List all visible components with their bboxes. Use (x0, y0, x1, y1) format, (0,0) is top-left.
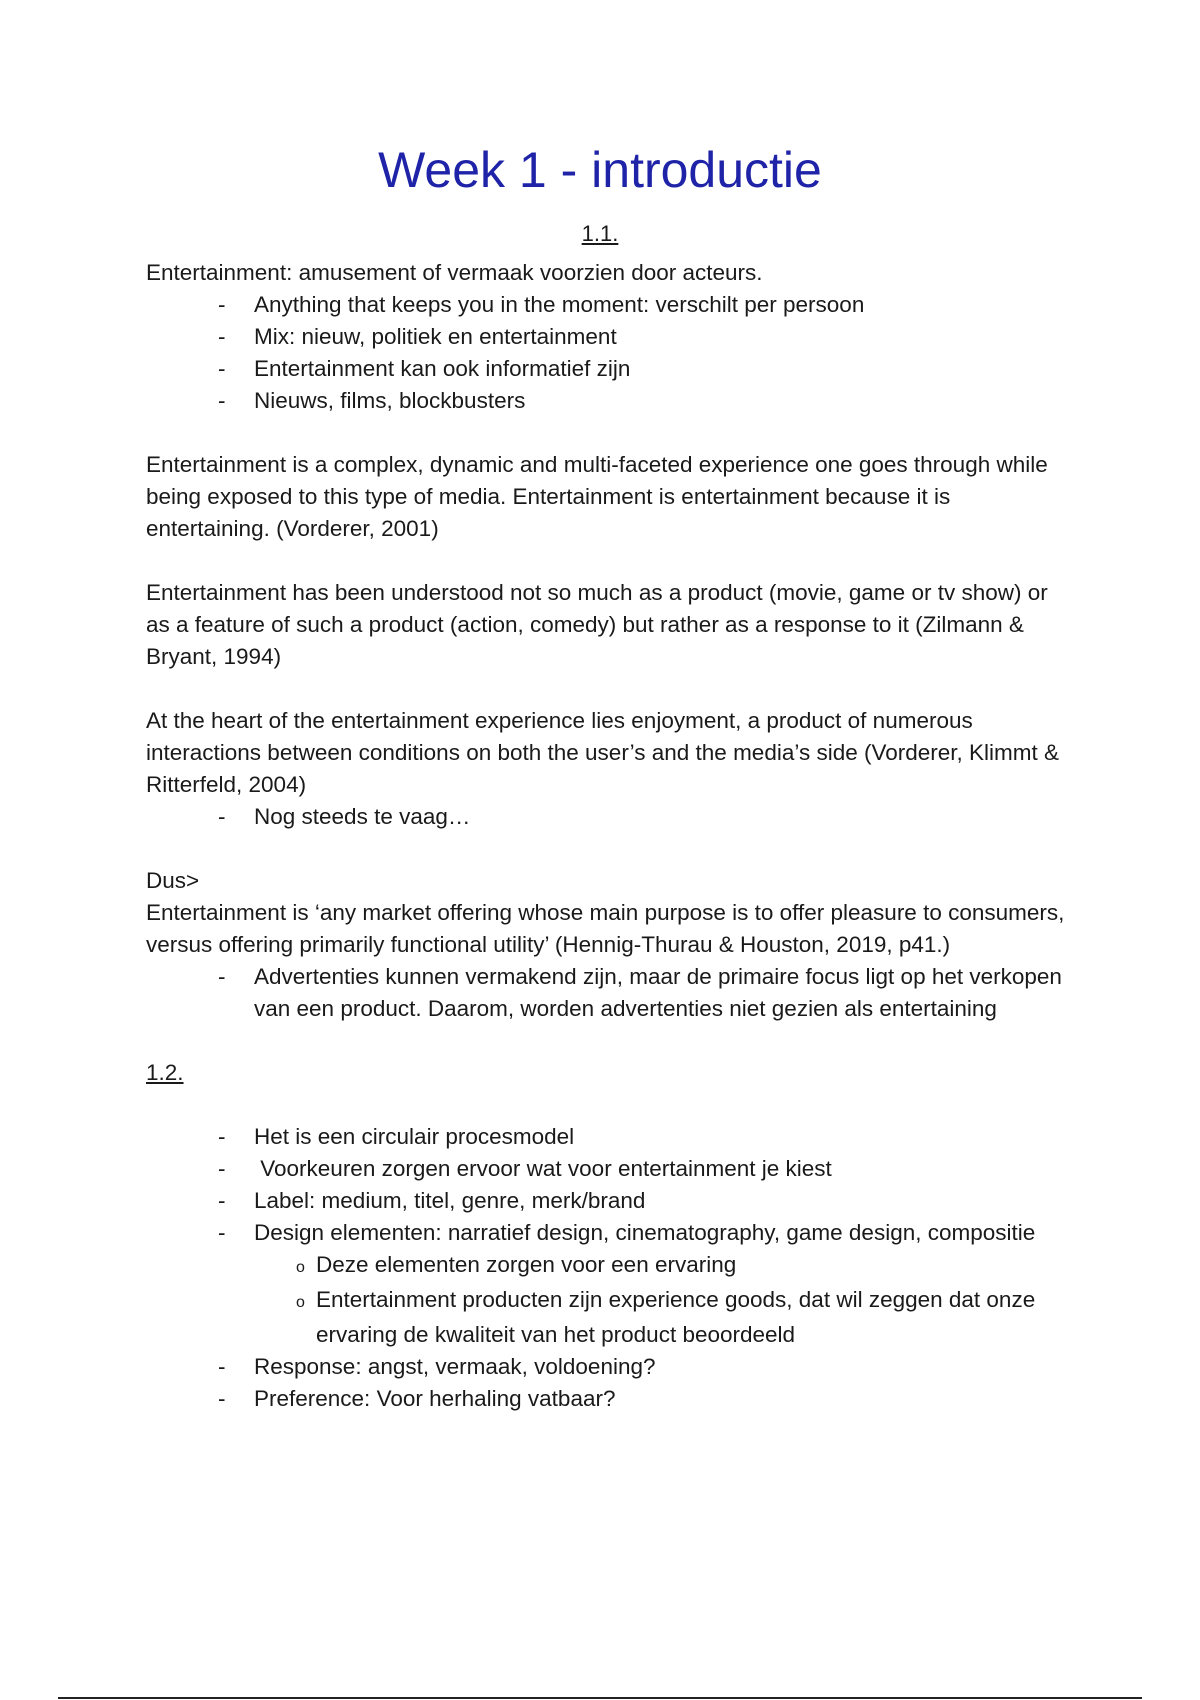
paragraph-zilmann-bryant: Entertainment has been understood not so much as a product (movie, game or tv show) or as a feature of such a product (action, comedy) but rather as a response to it (Zilmann & Bryant, 1994) (146, 580, 1048, 669)
list-item: - Anything that keeps you in the moment: verschilt per persoon (146, 289, 1066, 321)
sub-list-item: o Entertainment producten zijn experience goods, dat wil zeggen dat onze ervaring de kwaliteit van het product beoordeeld (296, 1287, 1036, 1347)
document-body (146, 257, 1066, 1415)
definition-bullet-list (146, 289, 1066, 417)
page-title: Week 1 - introductie (378, 142, 822, 198)
dus-label: Dus> (146, 868, 200, 893)
sub-bullet-list (254, 1249, 1066, 1351)
list-item: - Preference: Voor herhaling vatbaar? (146, 1383, 1066, 1415)
page-bottom-divider (58, 1697, 1142, 1699)
paragraph-4-bullet-list (146, 961, 1066, 1025)
list-item: - Entertainment kan ook informatief zijn (146, 353, 1066, 385)
paragraph-vorderer-2001: Entertainment is a complex, dynamic and multi-faceted experience one goes through while being exposed to this type of media. Entertainment is entertainment because it is entertaining. (Vorderer, 2001) (146, 452, 1048, 541)
sub-list-item: o Deze elementen zorgen voor een ervaring (254, 1249, 1066, 1284)
list-item-text: Design elementen: narratief design, cinematography, game design, compositie (254, 1220, 1036, 1245)
list-item: - Label: medium, titel, genre, merk/brand (146, 1185, 1066, 1217)
paragraph-hennig-thurau: Entertainment is ‘any market offering whose main purpose is to offer pleasure to consumers, versus offering primarily functional utility’ (Hennig-Thurau & Houston, 2019, p41.) (146, 900, 1065, 957)
list-item: - Nog steeds te vaag… (146, 801, 1066, 833)
section-label-1-2: 1.2. (146, 1060, 184, 1085)
list-item: - Het is een circulair procesmodel (146, 1121, 1066, 1153)
list-item: - Mix: nieuw, politiek en entertainment (146, 321, 1066, 353)
circle-bullet-icon: o (296, 1259, 305, 1276)
paragraph-vorderer-2004: At the heart of the entertainment experience lies enjoyment, a product of numerous interactions between conditions on both the user’s and the media’s side (Vorderer, Klimmt & Ritterfeld, 2004) (146, 708, 1060, 797)
section-label-1-1: 1.1. (581, 221, 619, 246)
list-item: - Advertenties kunnen vermakend zijn, maar de primaire focus ligt op het verkopen van een product. Daarom, worden advertenties niet gezien als entertaining (146, 961, 1066, 1025)
list-item (146, 1217, 1066, 1351)
paragraph-3-bullet-list (146, 801, 1066, 833)
list-item: - Voorkeuren zorgen ervoor wat voor entertainment je kiest (146, 1153, 1066, 1185)
section-2-bullet-list (146, 1121, 1066, 1415)
circle-bullet-icon: o (296, 1294, 305, 1311)
list-item: - Response: angst, vermaak, voldoening? (146, 1351, 1066, 1383)
definition-text: Entertainment: amusement of vermaak voorzien door acteurs. (146, 260, 763, 285)
list-item: - Nieuws, films, blockbusters (146, 385, 1066, 417)
